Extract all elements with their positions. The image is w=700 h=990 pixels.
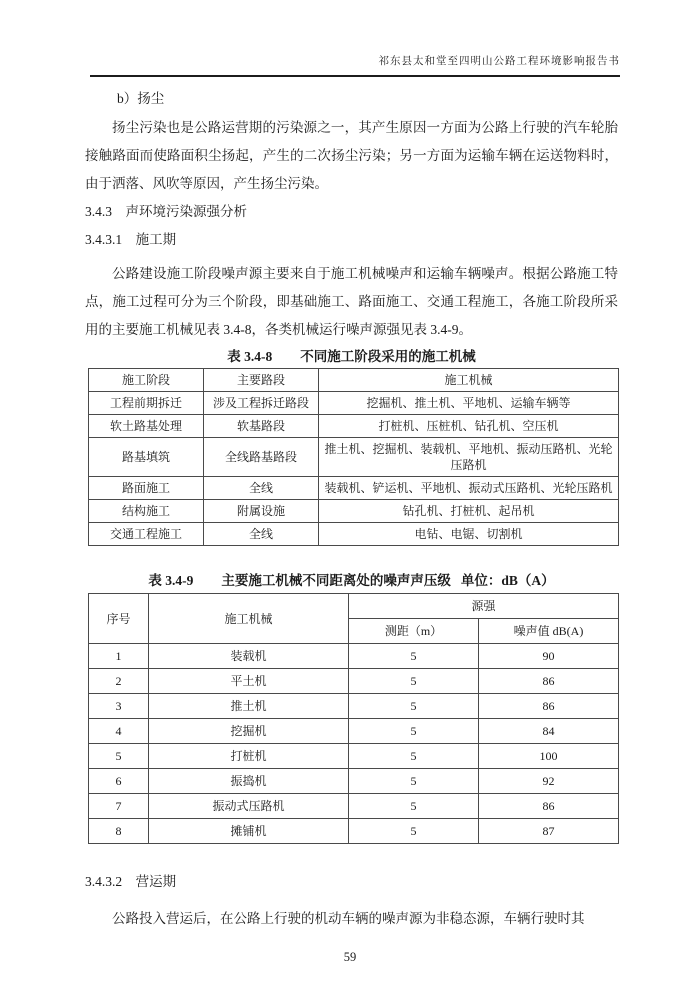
cell-machinery: 推土机、挖掘机、装载机、平地机、振动压路机、光轮压路机 xyxy=(319,438,619,477)
cell-no: 5 xyxy=(89,744,149,769)
page-content xyxy=(85,90,618,933)
cell-noise: 90 xyxy=(479,644,619,669)
paragraph-construction: 公路建设施工阶段噪声源主要来自于施工机械噪声和运输车辆噪声。根据公路施工特点，施工过程可分为三个阶段，即基础施工、路面施工、交通工程施工，各施工阶段所采用的主要施工机械见表 3.4-8，各类机械运行噪声源强见表 3.4-9。 xyxy=(85,266,618,337)
col-header-distance: 测距（m） xyxy=(349,619,479,644)
cell-noise: 86 xyxy=(479,669,619,694)
header-rule xyxy=(90,75,620,77)
table-header-row xyxy=(89,369,619,392)
cell-no: 6 xyxy=(89,769,149,794)
cell-machine: 振捣机 xyxy=(149,769,349,794)
table-row xyxy=(89,744,619,769)
table-row xyxy=(89,694,619,719)
cell-section: 涉及工程拆迁路段 xyxy=(204,392,319,415)
cell-distance: 5 xyxy=(349,719,479,744)
table-3-4-9-unit: 单位：dB（A） xyxy=(460,573,555,588)
table-row xyxy=(89,769,619,794)
cell-distance: 5 xyxy=(349,694,479,719)
table-row xyxy=(89,500,619,523)
table-3-4-9-title: 主要施工机械不同距离处的噪声声压级 xyxy=(221,573,451,588)
table-row xyxy=(89,392,619,415)
table-header-row xyxy=(89,594,619,619)
table-3-4-8-title: 不同施工阶段采用的施工机械 xyxy=(300,349,476,364)
table-row xyxy=(89,794,619,819)
table-row xyxy=(89,523,619,546)
cell-machinery: 打桩机、压桩机、钻孔机、空压机 xyxy=(319,415,619,438)
col-header-machine: 施工机械 xyxy=(149,594,349,644)
heading-3-4-3-2: 3.4.3.2 营运期 xyxy=(85,874,177,889)
cell-section: 全线 xyxy=(204,523,319,546)
cell-distance: 5 xyxy=(349,819,479,844)
col-header-stage: 施工阶段 xyxy=(89,369,204,392)
cell-noise: 87 xyxy=(479,819,619,844)
cell-machine: 装载机 xyxy=(149,644,349,669)
cell-no: 4 xyxy=(89,719,149,744)
table-row xyxy=(89,415,619,438)
cell-no: 7 xyxy=(89,794,149,819)
col-header-section: 主要路段 xyxy=(204,369,319,392)
cell-machine: 打桩机 xyxy=(149,744,349,769)
cell-noise: 86 xyxy=(479,794,619,819)
heading-3-4-3-1: 3.4.3.1 施工期 xyxy=(85,232,177,247)
col-header-machinery: 施工机械 xyxy=(319,369,619,392)
cell-machine: 平土机 xyxy=(149,669,349,694)
running-header: 祁东县太和堂至四明山公路工程环境影响报告书 xyxy=(378,56,620,67)
table-row xyxy=(89,669,619,694)
cell-machinery: 钻孔机、打桩机、起吊机 xyxy=(319,500,619,523)
cell-machine: 推土机 xyxy=(149,694,349,719)
cell-no: 3 xyxy=(89,694,149,719)
cell-distance: 5 xyxy=(349,769,479,794)
table-row xyxy=(89,644,619,669)
cell-section: 全线 xyxy=(204,477,319,500)
cell-stage: 软土路基处理 xyxy=(89,415,204,438)
cell-section: 软基路段 xyxy=(204,415,319,438)
heading-dust: b）扬尘 xyxy=(117,91,165,106)
table-row xyxy=(89,719,619,744)
cell-noise: 86 xyxy=(479,694,619,719)
cell-stage: 路基填筑 xyxy=(89,438,204,477)
cell-section: 附属设施 xyxy=(204,500,319,523)
cell-machinery: 挖掘机、推土机、平地机、运输车辆等 xyxy=(319,392,619,415)
paragraph-dust: 扬尘污染也是公路运营期的污染源之一，其产生原因一方面为公路上行驶的汽车轮胎接触路面而使路面积尘扬起，产生的二次扬尘污染；另一方面为运输车辆在运送物料时，由于洒落、风吹等原因，产生扬尘污染。 xyxy=(85,120,618,191)
cell-stage: 路面施工 xyxy=(89,477,204,500)
cell-noise: 84 xyxy=(479,719,619,744)
cell-distance: 5 xyxy=(349,744,479,769)
table-3-4-9 xyxy=(88,593,619,844)
table-row xyxy=(89,819,619,844)
paragraph-operation: 公路投入营运后，在公路上行驶的机动车辆的噪声源为非稳态源，车辆行驶时其 xyxy=(112,911,585,926)
heading-3-4-3: 3.4.3 声环境污染源强分析 xyxy=(85,204,247,219)
cell-noise: 100 xyxy=(479,744,619,769)
cell-no: 8 xyxy=(89,819,149,844)
cell-section: 全线路基路段 xyxy=(204,438,319,477)
col-header-noise: 噪声值 dB(A) xyxy=(479,619,619,644)
cell-distance: 5 xyxy=(349,669,479,694)
col-header-source-strength: 源强 xyxy=(349,594,619,619)
cell-machinery: 电钻、电锯、切割机 xyxy=(319,523,619,546)
cell-machinery: 装载机、铲运机、平地机、振动式压路机、光轮压路机 xyxy=(319,477,619,500)
cell-machine: 挖掘机 xyxy=(149,719,349,744)
table-3-4-9-caption xyxy=(85,572,618,590)
table-row xyxy=(89,477,619,500)
table-row xyxy=(89,438,619,477)
table-3-4-8-label: 表 3.4-8 xyxy=(227,349,273,364)
cell-no: 1 xyxy=(89,644,149,669)
cell-machine: 摊铺机 xyxy=(149,819,349,844)
cell-distance: 5 xyxy=(349,794,479,819)
table-3-4-9-label: 表 3.4-9 xyxy=(148,573,194,588)
cell-stage: 交通工程施工 xyxy=(89,523,204,546)
cell-stage: 结构施工 xyxy=(89,500,204,523)
cell-distance: 5 xyxy=(349,644,479,669)
cell-machine: 振动式压路机 xyxy=(149,794,349,819)
table-3-4-8 xyxy=(88,368,619,546)
cell-stage: 工程前期拆迁 xyxy=(89,392,204,415)
cell-noise: 92 xyxy=(479,769,619,794)
page-number: 59 xyxy=(343,950,357,964)
cell-no: 2 xyxy=(89,669,149,694)
col-header-no: 序号 xyxy=(89,594,149,644)
table-3-4-8-caption xyxy=(85,348,618,366)
